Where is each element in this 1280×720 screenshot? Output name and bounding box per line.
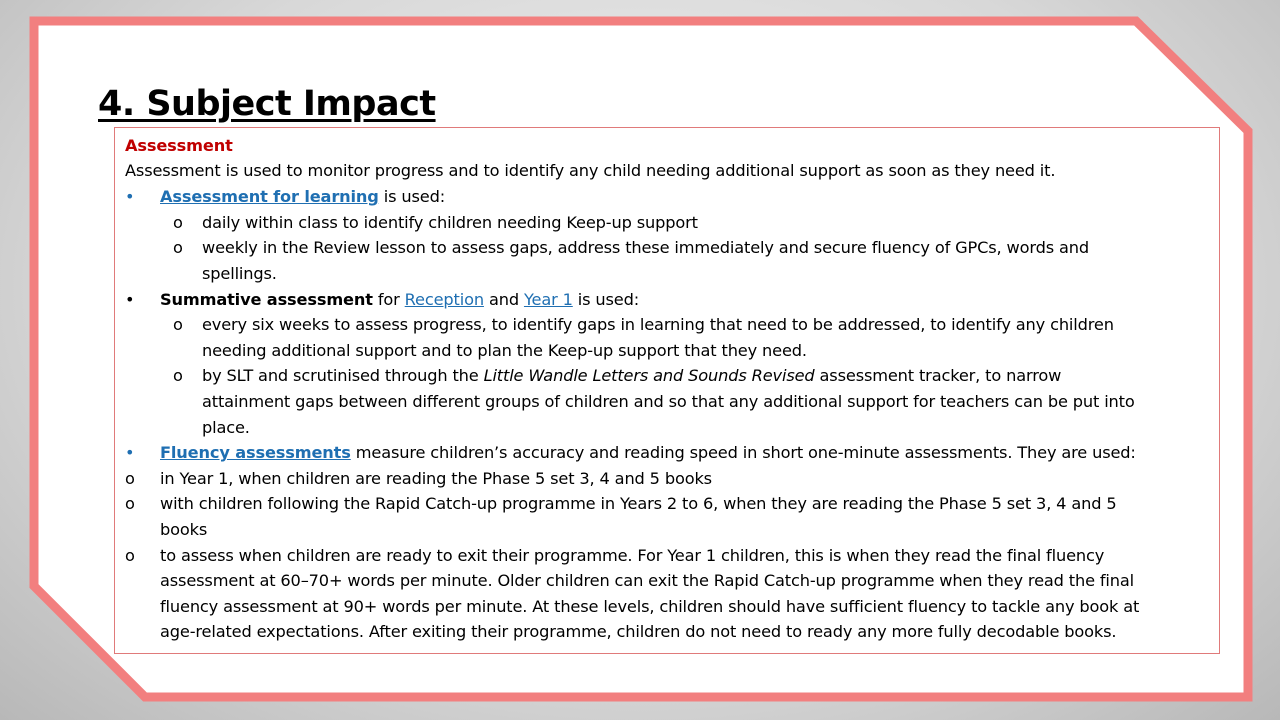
bullet-dot: • [125,443,135,462]
summative-item [160,289,639,311]
year1-link[interactable]: Year 1 [523,290,573,309]
summative-sub2-italic: Little Wandle Letters and Sounds Revised [483,366,815,385]
bullet-circle: o [173,366,183,385]
bullet-circle: o [125,494,135,513]
content-box [114,127,1220,654]
reception-link[interactable]: Reception [404,290,484,309]
afl-text: is used: [378,187,446,206]
summative-sub2-line3: place. [202,418,250,437]
section-heading: Assessment [125,136,233,155]
bullet-circle: o [173,315,183,334]
summative-sub1-line2: needing additional support and to plan the Keep-up support that they need. [202,341,807,360]
slide-title: 4. Subject Impact [98,84,436,124]
summative-label: Summative assessment [160,290,373,309]
fluency-item3-line1: to assess when children are ready to exit their programme. For Year 1 children, this is when they read the final fluency [160,546,1105,565]
summative-and: and [483,290,524,309]
summative-sub1-line1: every six weeks to assess progress, to identify gaps in learning that need to be addressed, to identify any children [202,315,1114,334]
summative-for: for [372,290,405,309]
intro-text: Assessment is used to monitor progress and to identify any child needing additional support as soon as they need it. [125,161,1056,180]
fluency-item2-line2: books [160,520,208,539]
fluency-item3-line2: assessment at 60–70+ words per minute. Older children can exit the Rapid Catch-up programme when they read the final [160,571,1134,590]
fluency-item [160,442,1136,464]
afl-item [160,186,445,208]
fluency-item2-line1: with children following the Rapid Catch-up programme in Years 2 to 6, when they are reading the Phase 5 set 3, 4 and 5 [160,494,1117,513]
summative-sub2-pre: by SLT and scrutinised through the [202,366,484,385]
summative-sub2-line1 [202,365,1061,387]
bullet-dot: • [125,290,135,309]
fluency-text: measure children’s accuracy and reading speed in short one-minute assessments. They are used: [350,443,1136,462]
bullet-circle: o [173,238,183,257]
afl-sub2-line1: weekly in the Review lesson to assess gaps, address these immediately and secure fluency of GPCs, words and [202,238,1090,257]
fluency-link[interactable]: Fluency assessments [160,443,351,462]
summative-sub2-line2: attainment gaps between different groups of children and so that any additional support for teachers can be put into [202,392,1135,411]
afl-sub1: daily within class to identify children needing Keep-up support [202,213,698,232]
fluency-item3-line3: fluency assessment at 90+ words per minute. At these levels, children should have sufficient fluency to tackle any book at [160,597,1140,616]
bullet-circle: o [125,469,135,488]
afl-sub2-line2: spellings. [202,264,277,283]
afl-link[interactable]: Assessment for learning [160,187,379,206]
bullet-dot: • [125,187,135,206]
summative-sub2-post: assessment tracker, to narrow [814,366,1062,385]
fluency-item1: in Year 1, when children are reading the Phase 5 set 3, 4 and 5 books [160,469,712,488]
bullet-circle: o [125,546,135,565]
bullet-circle: o [173,213,183,232]
summative-rest: is used: [572,290,640,309]
fluency-item3-line4: age-related expectations. After exiting their programme, children do not need to ready any more fully decodable books. [160,622,1117,641]
